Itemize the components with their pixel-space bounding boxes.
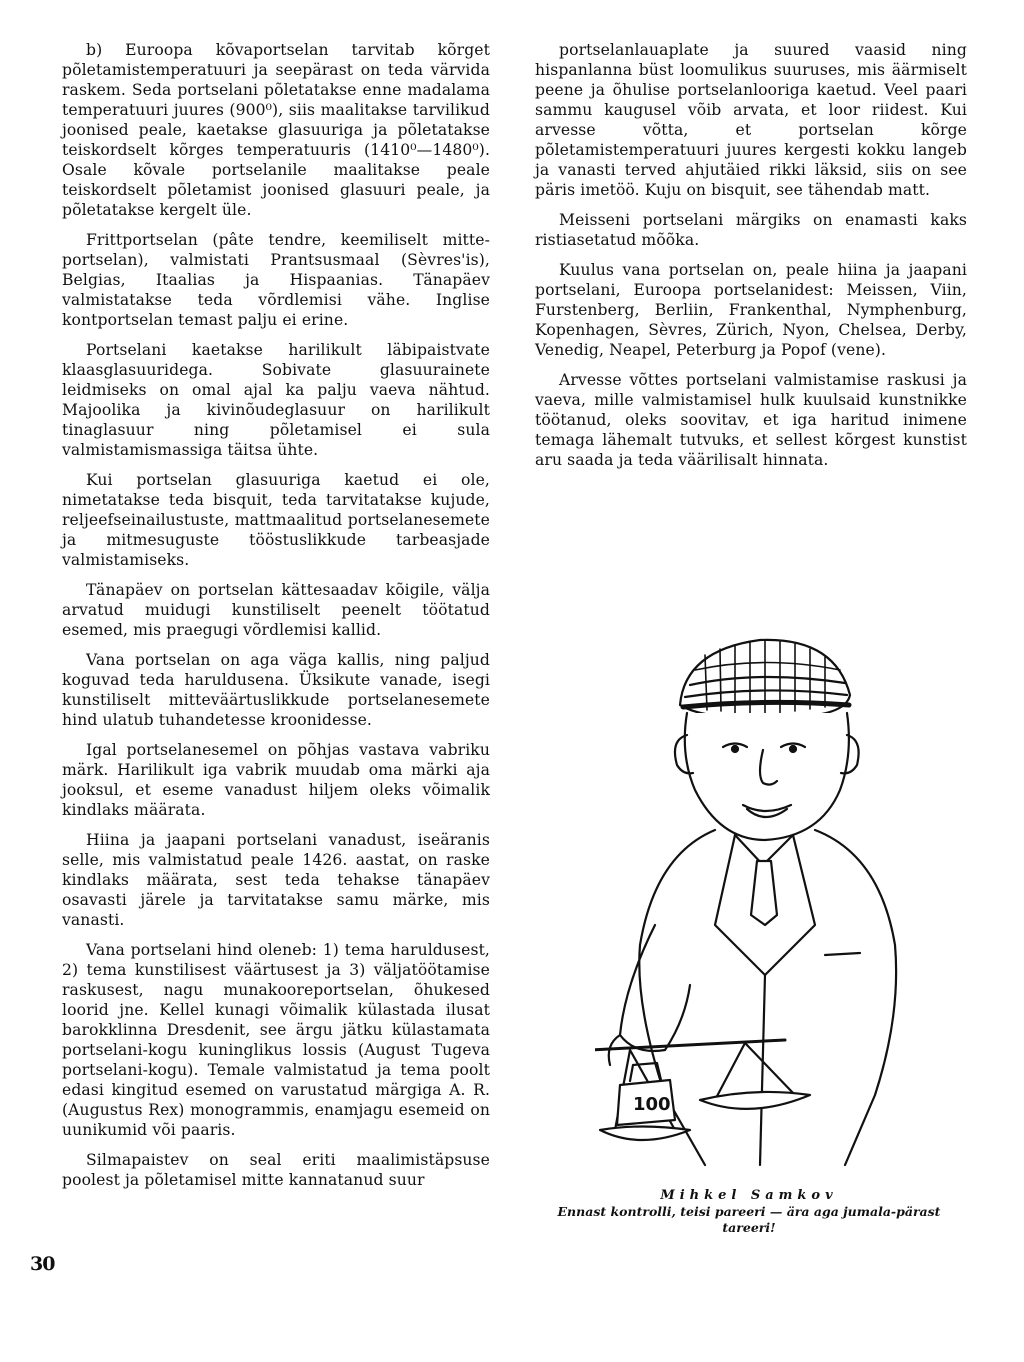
right-text-column: [535, 40, 967, 480]
paragraph: Arvesse võttes portselani valmistamise raskusi ja vaeva, mille valmistamisel hulk kuulsaid kunstnikke töötanud, oleks soovitav, et iga haritud inimene temaga lähemalt tutvuks, et sellest kõrgest kunstist aru saada ja teda väärilisalt hinnata.: [535, 371, 967, 469]
caption-text: Ennast kontrolli, teisi pareeri — ära aga jumala-pärast tareeri!: [557, 1204, 941, 1235]
paragraph: Kui portselan glasuuriga kaetud ei ole, nimetatakse teda bisquit, teda tarvitatakse kujude, reljeefseinailustuste, mattmaalitud portselanesemete ja mitmesuguste tööstuslikkude tarbeasjade valmistamiseks.: [62, 471, 490, 569]
left-text-column: [62, 40, 490, 1200]
caricature-man-with-scale-icon: [595, 625, 995, 1185]
paragraph: Silmapaistev on seal eriti maalimistäpsuse poolest ja põletamisel mitte kannatanud suur: [62, 1151, 490, 1189]
paragraph: Kuulus vana portselan on, peale hiina ja jaapani portselani, Euroopa portselanidest: Meissen, Viin, Furstenberg, Berliin, Frankenthal, Nymphenburg, Kopenhagen, Sèvres, Zürich, Nyon, Chelsea, Derby, Venedig, Neapel, Peterburg ja Popof (vene).: [535, 261, 967, 359]
paragraph: b) Euroopa kõvaportselan tarvitab kõrget põletamistemperatuuri ja seepärast on teda värvida raskem. Seda portselani põletatakse enne madalama temperatuuri juures (900⁰), siis maalitakse tarvilikud joonised peale, kaetakse glasuuriga ja põletatakse teiskordselt kõrges temperatuuris (1410⁰—1480⁰). Osale kõvale portselanile maalitakse peale teiskordselt põletamist joonised glasuuri peale, ja põletatakse kergelt üle.: [62, 41, 490, 219]
paragraph: Portselani kaetakse harilikult läbipaistvate klaasglasuuridega. Sobivate glasuurainete leidmiseks on omal ajal ka palju vaeva nähtud. Majoolika ja kivinõudeglasuur on harilikult tinaglasuur ning põletamisel ei sula valmistamismassiga täitsa ühte.: [62, 341, 490, 459]
paragraph: Meisseni portselani märgiks on enamasti kaks ristiasetatud mõõka.: [535, 211, 967, 249]
paragraph: portselanlauaplate ja suured vaasid ning hispanlanna büst loomulikus suuruses, mis äärmiselt peene ja õhulise portselanlooriga kaetud. Veel paari sammu kaugusel võib arvata, et loor riidest. Kui arvesse võtta, et portselan kõrge põletamistemperatuuri juures kergesti kokku langeb ja vanasti terved ahjutäied rikki läksid, siis on see päris imetöö. Kuju on bisquit, see tähendab matt.: [535, 41, 967, 199]
weight-label: 100: [633, 1094, 671, 1115]
paragraph: Frittportselan (pâte tendre, keemiliselt mitte-portselan), valmistati Prantsusmaal (Sèvres'is), Belgias, Itaalias ja Hispaanias. Tänapäev valmistatakse teda võrdlemisi vähe. Inglise kontportselan temast palju ei erine.: [62, 231, 490, 329]
paragraph: Vana portselan on aga väga kallis, ning paljud koguvad teda haruldusena. Üksikute vanade, isegi kunstiliselt mitteväärtuslikkude portselanesemete hind ulatub tuhandetesse kroonidesse.: [62, 651, 490, 729]
paragraph: Vana portselani hind oleneb: 1) tema haruldusest, 2) tema kunstilisest väärtusest ja 3) väljatöötamise raskusest, nagu munakooreportselan, õhukesed loorid jne. Kellel kunagi võimalik külastada ilusat barokklinna Dresdenit, see ärgu jätku külastamata portselani-kogu kuninglikus lossis (August Tugeva portselani-kogu). Temale valmistatud ja tema poolt edasi kingitud esemed on varustatud märgiga A. R. (Augustus Rex) monogrammis, enamjagu esemeid on uunikumid või paaris.: [62, 941, 490, 1139]
page-number: 30: [30, 1253, 55, 1275]
caricature-illustration: [595, 625, 995, 1185]
paragraph: Tänapäev on portselan kättesaadav kõigile, välja arvatud muidugi kunstiliselt peenelt töötatud esemed, mis praegugi võrdlemisi kallid.: [62, 581, 490, 639]
caption-author: Mihkel Samkov: [660, 1188, 838, 1203]
paragraph: Igal portselanesemel on põhjas vastava vabriku märk. Harilikult iga vabrik muudab oma märki aja jooksul, et eseme vanadust hiljem oleks võimalik kindlaks määrata.: [62, 741, 490, 819]
caption: [534, 1188, 964, 1236]
paragraph: Hiina ja jaapani portselani vanadust, iseäranis selle, mis valmistatud peale 1426. aastat, on raske kindlaks määrata, sest teda tehakse tänapäev osavasti järele ja tarvitatakse samu märke, mis vanasti.: [62, 831, 490, 929]
